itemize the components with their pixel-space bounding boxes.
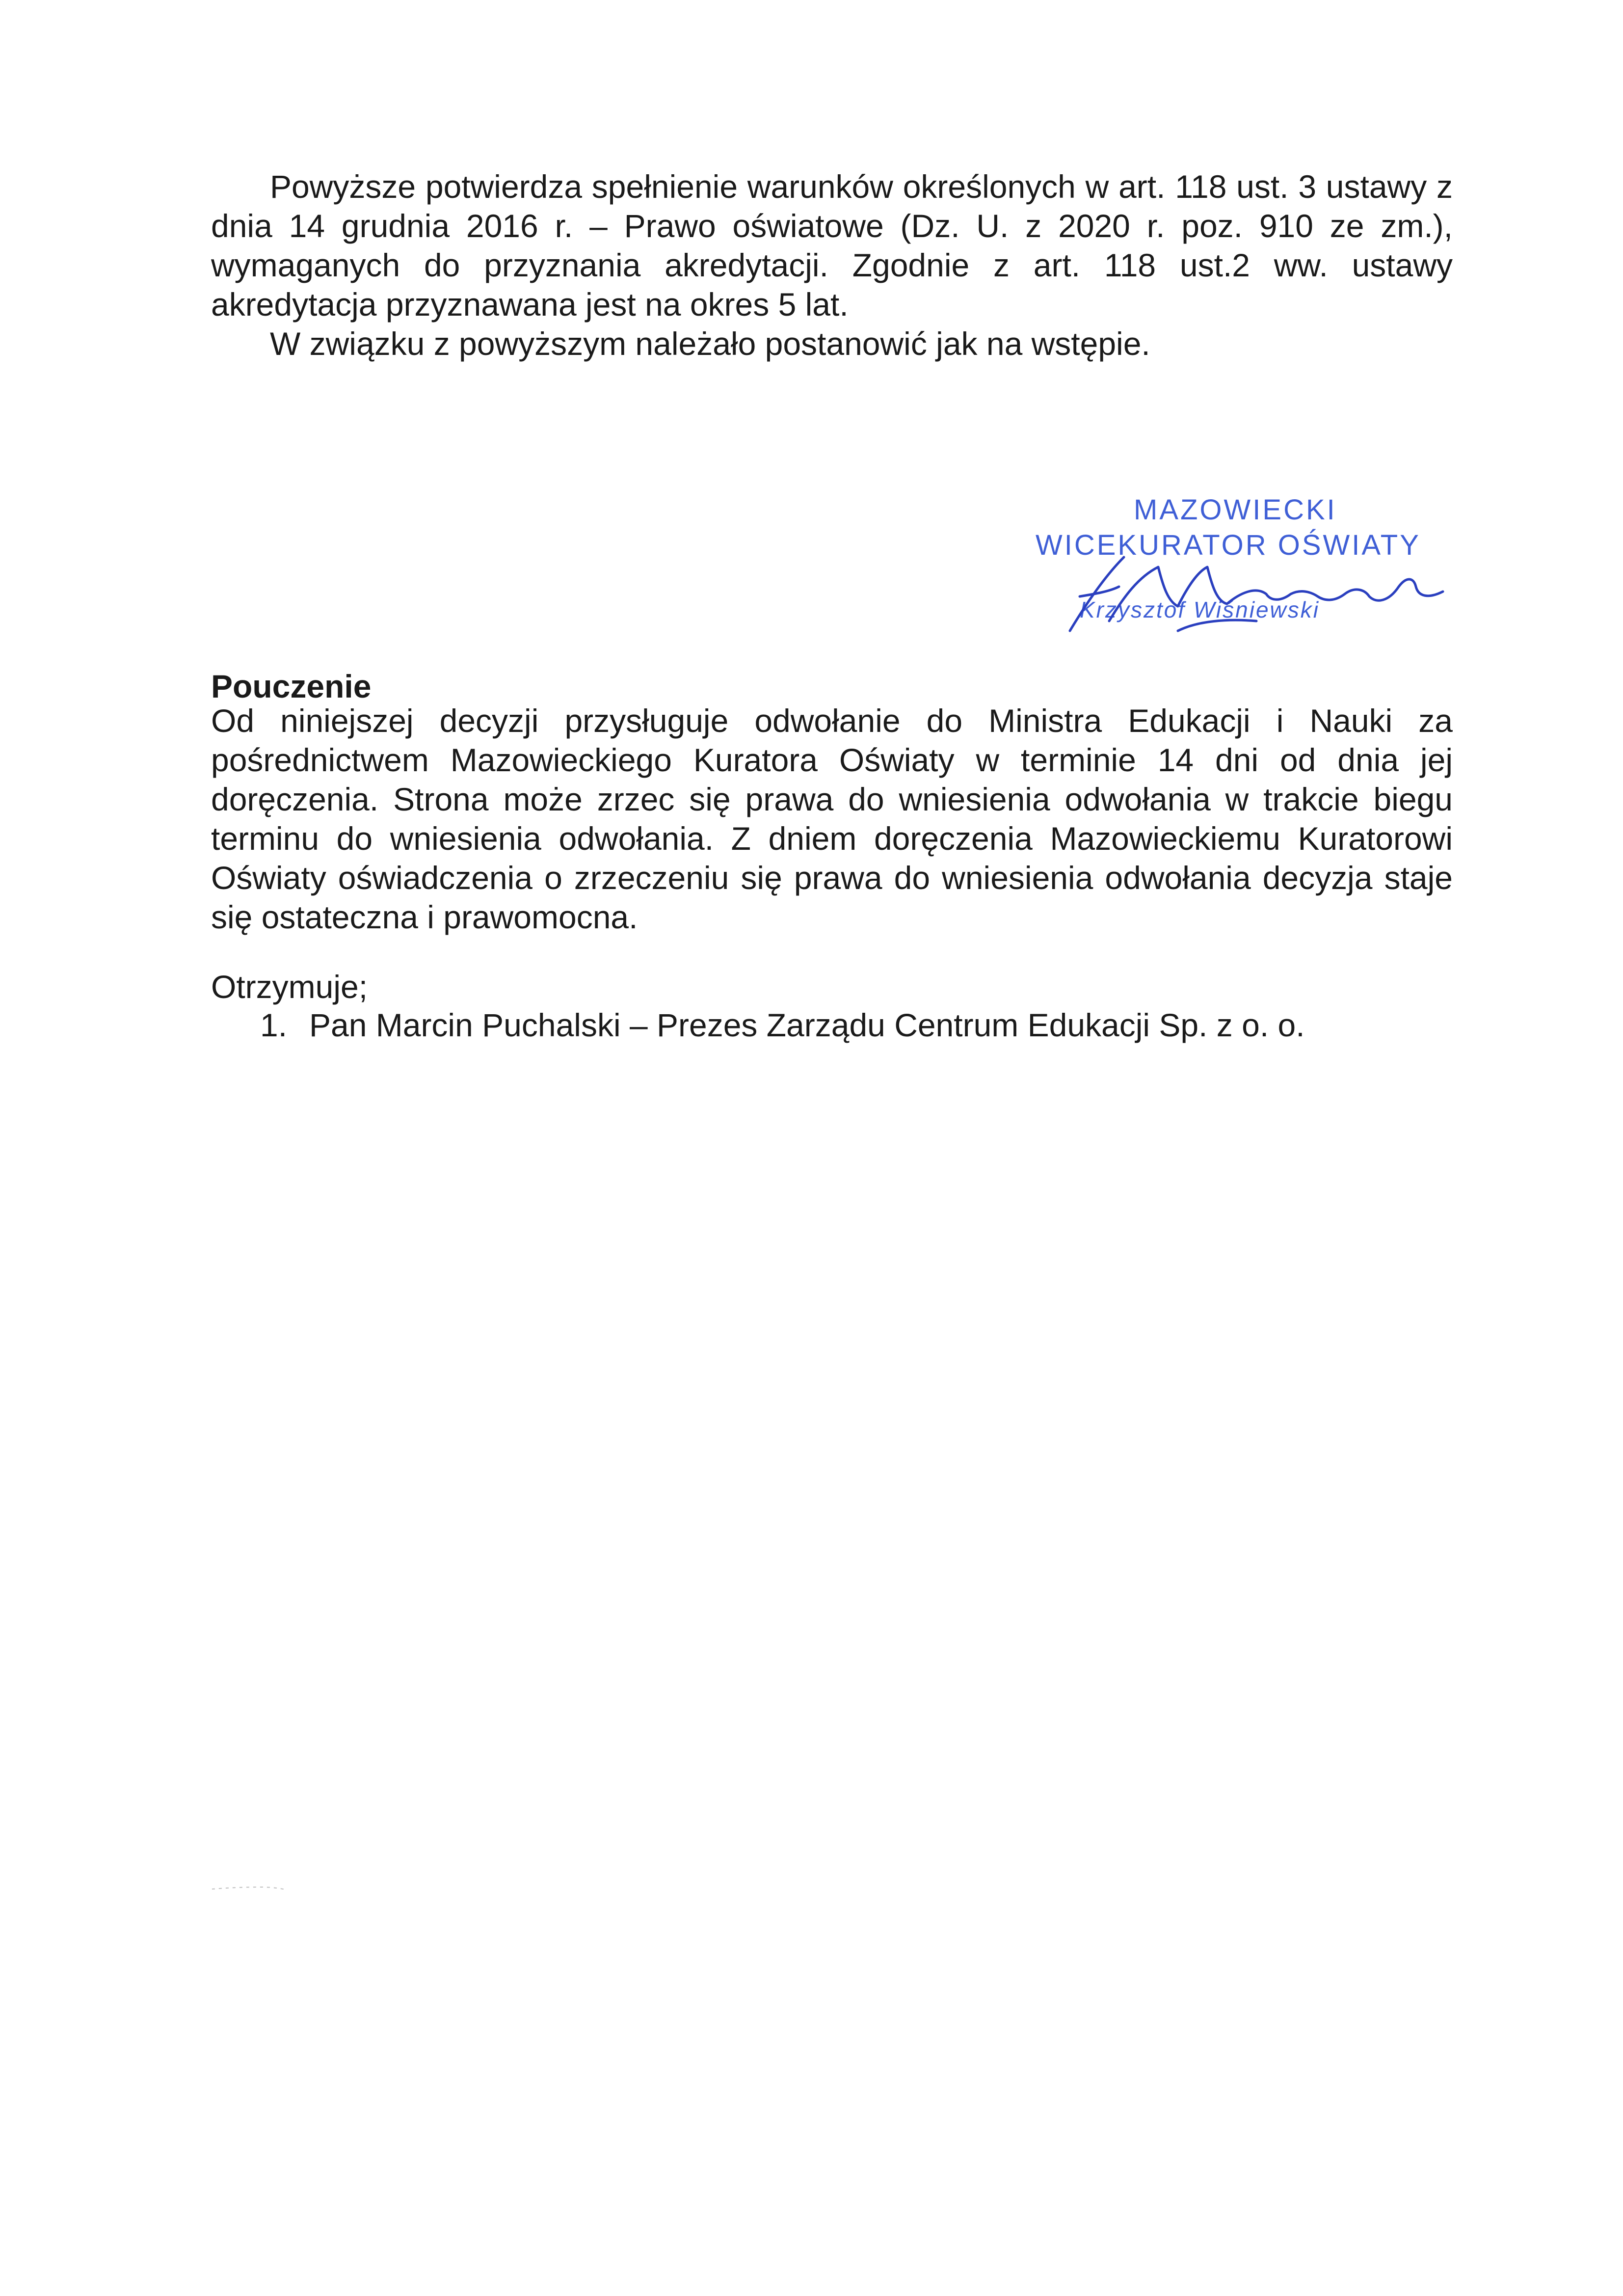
recipient-list: [260, 1005, 1305, 1045]
conclusion-paragraph: W związku z powyższym należało postanowić jak na wstępie.: [270, 325, 1150, 362]
justification-paragraph: Powyższe potwierdza spełnienie warunków określonych w art. 118 ust. 3 ustawy z dnia 14 grudnia 2016 r. – Prawo oświatowe (Dz. U. z 2020 r. poz. 910 ze zm.), wymaganych do przyznania akredytacji. Zgodnie z art. 118 ust.2 ww. ustawy akredytacja przyznawana jest na okres 5 lat.: [211, 168, 1453, 323]
instruction-paragraph: Od niniejszej decyzji przysługuje odwołanie do Ministra Edukacji i Nauki za pośrednictwem Mazowieckiego Kuratora Oświaty w terminie 14 dni od dnia jej doręczenia. Strona może zrzec się prawa do wniesienia odwołania w trakcie biegu terminu do wniesienia odwołania. Z dniem doręczenia Mazowieckiemu Kuratorowi Oświaty oświadczenia o zrzeczeniu się prawa do wniesienia odwołania decyzja staje się ostateczna i prawomocna.: [211, 702, 1453, 935]
official-stamp: [1036, 493, 1428, 641]
stamp-title-line: WICEKURATOR OŚWIATY: [1036, 529, 1421, 561]
list-item: [260, 1005, 1305, 1045]
stamp-name-line: Krzysztof Wiśniewski: [1080, 597, 1320, 622]
stamp-office-line: MAZOWIECKI: [1134, 494, 1337, 526]
list-item-number: 1.: [260, 1007, 288, 1043]
handwritten-signature: [1050, 547, 1453, 636]
recipients-label: Otrzymuje;: [211, 969, 368, 1005]
scan-artifact: [211, 1884, 290, 1891]
instruction-heading: Pouczenie: [211, 668, 372, 704]
list-item-text: Pan Marcin Puchalski – Prezes Zarządu Centrum Edukacji Sp. z o. o.: [309, 1007, 1305, 1043]
